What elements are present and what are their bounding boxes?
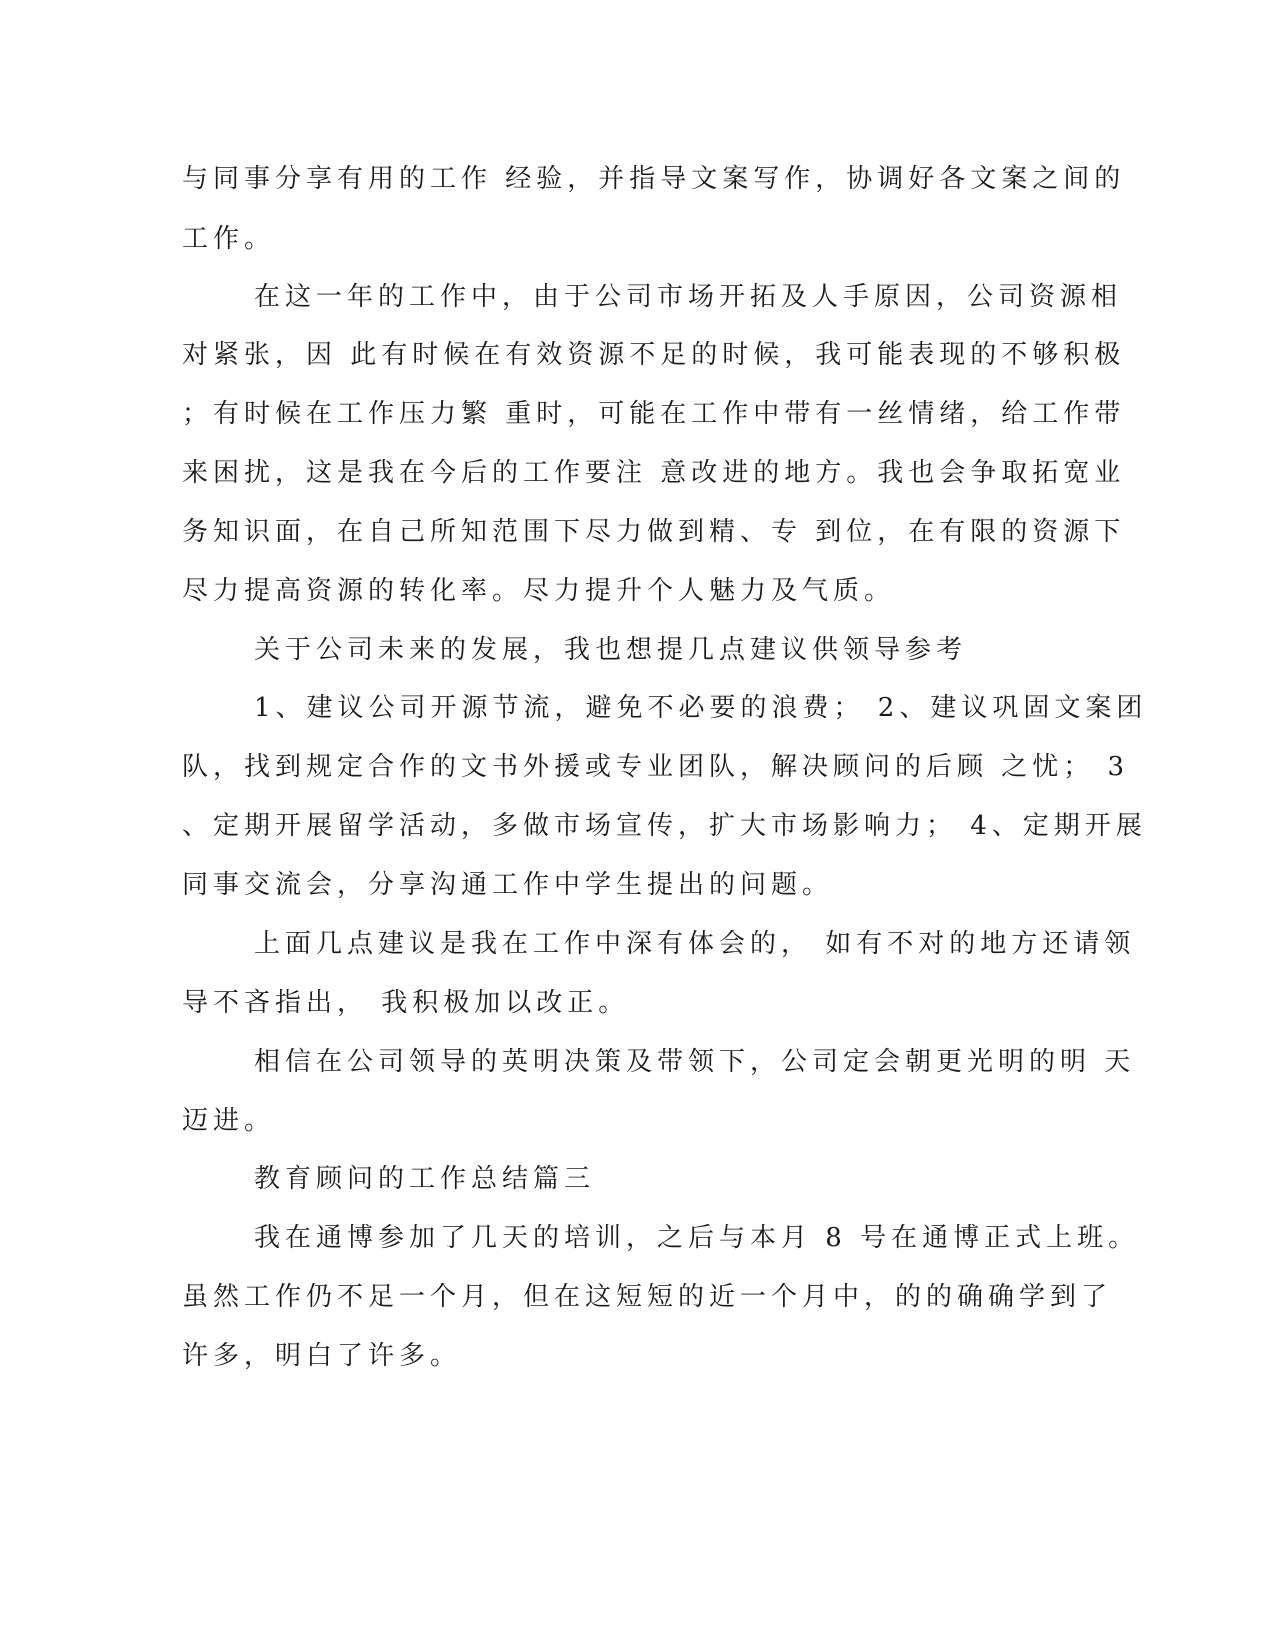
- paragraph-start: 在这一年的工作中，由于公司市场开拓及人手原因，公司资源相: [254, 282, 1123, 312]
- paragraph-start: 我在通博参加了几天的培训，之后与本月 8 号在通博正式上班。: [254, 1223, 1140, 1253]
- text-line: 与同事分享有用的工作 经验，并指导文案写作，协调好各文案之间的: [182, 164, 1126, 194]
- text-line: 、定期开展留学活动，多做市场宣传，扩大市场影响力； 4、定期开展: [182, 811, 1147, 841]
- text-line: 对紧张，因 此有时候在有效资源不足的时候，我可能表现的不够积极: [182, 340, 1126, 370]
- text-line: 来困扰，这是我在今后的工作要注 意改进的地方。我也会争取拓宽业: [182, 458, 1126, 488]
- text-line: 尽力提高资源的转化率。尽力提升个人魅力及气质。: [182, 576, 896, 606]
- text-line: 工作。: [182, 224, 276, 254]
- text-line: 队，找到规定合作的文书外援或专业团队，解决顾问的后顾 之忧； 3: [182, 752, 1130, 782]
- paragraph-start: 上面几点建议是我在工作中深有体会的， 如有不对的地方还请领: [254, 929, 1136, 959]
- text-line: 导不吝指出， 我积极加以改正。: [182, 988, 630, 1018]
- text-line: 迈进。: [182, 1106, 276, 1136]
- text-line: 同事交流会，分享沟通工作中学生提出的问题。: [182, 870, 834, 900]
- text-line: 虽然工作仍不足一个月，但在这短短的近一个月中，的的确确学到了: [182, 1282, 1113, 1312]
- text-line: 许多，明白了许多。: [182, 1341, 462, 1371]
- section-heading: 教育顾问的工作总结篇三: [254, 1164, 596, 1194]
- paragraph-start: 相信在公司领导的英明决策及带领下，公司定会朝更光明的明 天: [254, 1047, 1136, 1077]
- text-line: 务知识面，在自己所知范围下尽力做到精、专 到位，在有限的资源下: [182, 517, 1126, 547]
- paragraph-start: 1、建议公司开源节流，避免不必要的浪费； 2、建议巩固文案团: [254, 693, 1148, 723]
- paragraph-start: 关于公司未来的发展，我也想提几点建议供领导参考: [254, 635, 968, 665]
- text-line: ；有时候在工作压力繁 重时，可能在工作中带有一丝情绪，给工作带: [182, 399, 1126, 429]
